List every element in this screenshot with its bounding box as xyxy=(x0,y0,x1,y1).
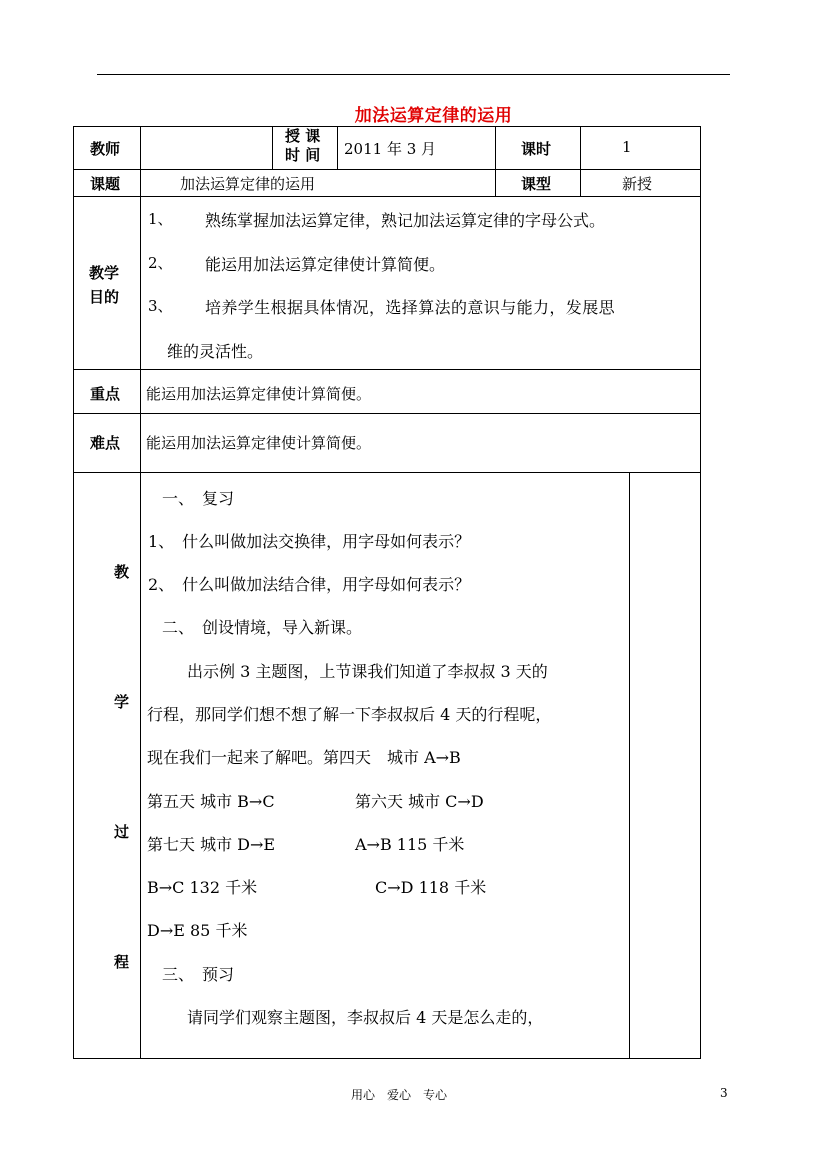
process-line: 第七天 城市 D→E xyxy=(147,835,276,854)
objectives-label xyxy=(89,261,119,309)
period-label: 课时 xyxy=(521,140,552,158)
page-number: 3 xyxy=(720,1086,728,1100)
row-divider xyxy=(73,369,701,370)
col-divider xyxy=(272,126,273,169)
table-border-top xyxy=(73,126,701,127)
process-line: 现在我们一起来了解吧。第四天 城市 A→B xyxy=(147,748,461,767)
teacher-label: 教师 xyxy=(90,140,121,158)
topic-value: 加法运算定律的运用 xyxy=(180,175,316,193)
objectives-label-line1: 教学 xyxy=(89,264,120,282)
objective-3-num: 3、 xyxy=(148,297,173,315)
row-divider xyxy=(73,413,701,414)
table-border-left xyxy=(73,126,74,1058)
col-divider xyxy=(580,126,581,196)
process-line: C→D 118 千米 xyxy=(375,878,487,897)
objective-2-text: 能运用加法运算定律使计算简便。 xyxy=(205,255,446,274)
process-label-char: 程 xyxy=(114,953,130,971)
row-divider xyxy=(73,196,701,197)
key-point-text: 能运用加法运算定律使计算简便。 xyxy=(146,385,372,403)
objective-1-num: 1、 xyxy=(148,210,173,228)
row-divider xyxy=(73,472,701,473)
objective-3-continuation: 维的灵活性。 xyxy=(167,342,264,361)
process-line: 行程，那同学们想不想了解一下李叔叔后 4 天的行程呢， xyxy=(147,705,552,724)
process-line: 出示例 3 主题图，上节课我们知道了李叔叔 3 天的 xyxy=(187,662,548,681)
objective-3-text: 培养学生根据具体情况，选择算法的意识与能力，发展思 xyxy=(205,298,616,317)
difficulty-text: 能运用加法运算定律使计算简便。 xyxy=(146,434,372,452)
objective-2-num: 2、 xyxy=(148,254,173,272)
period-value: 1 xyxy=(622,138,632,156)
process-line: 一、 复习 xyxy=(162,489,235,508)
time-value: 2011 年 3 月 xyxy=(344,140,437,158)
process-line: D→E 85 千米 xyxy=(147,921,248,940)
col-divider xyxy=(337,126,338,169)
time-label-line2: 时 间 xyxy=(285,146,321,164)
label-column-divider xyxy=(140,126,141,1058)
process-line: 第五天 城市 B→C xyxy=(147,792,275,811)
process-line: 第六天 城市 C→D xyxy=(355,792,484,811)
footer-motto: 用心 爱心 专心 xyxy=(351,1088,448,1102)
table-border-right xyxy=(700,126,701,1058)
process-label-char: 学 xyxy=(114,693,130,711)
page-title: 加法运算定律的运用 xyxy=(354,106,513,126)
process-label-char: 教 xyxy=(114,563,130,581)
table-border-bottom xyxy=(73,1058,701,1059)
difficulty-label: 难点 xyxy=(90,434,121,452)
process-line: 1、 什么叫做加法交换律，用字母如何表示？ xyxy=(148,532,471,551)
process-line: B→C 132 千米 xyxy=(147,878,258,897)
process-line: 二、 创设情境，导入新课。 xyxy=(162,618,363,637)
process-line: 三、 预习 xyxy=(162,965,235,984)
process-label-char: 过 xyxy=(114,823,130,841)
objective-1-text: 熟练掌握加法运算定律，熟记加法运算定律的字母公式。 xyxy=(205,211,606,230)
type-label: 课型 xyxy=(521,175,552,193)
objectives-label-line2: 目的 xyxy=(89,288,120,306)
row-divider xyxy=(73,169,701,170)
key-point-label: 重点 xyxy=(90,385,121,403)
topic-label: 课题 xyxy=(90,175,121,193)
header-rule xyxy=(97,74,730,75)
time-label-line1: 授 课 xyxy=(285,127,321,145)
process-line: 请同学们观察主题图，李叔叔后 4 天是怎么走的， xyxy=(187,1008,544,1027)
time-label xyxy=(285,127,320,165)
notes-column-divider xyxy=(629,472,630,1058)
col-divider xyxy=(495,126,496,196)
type-value: 新授 xyxy=(622,175,653,193)
process-line: A→B 115 千米 xyxy=(355,835,465,854)
process-line: 2、 什么叫做加法结合律，用字母如何表示？ xyxy=(148,575,471,594)
